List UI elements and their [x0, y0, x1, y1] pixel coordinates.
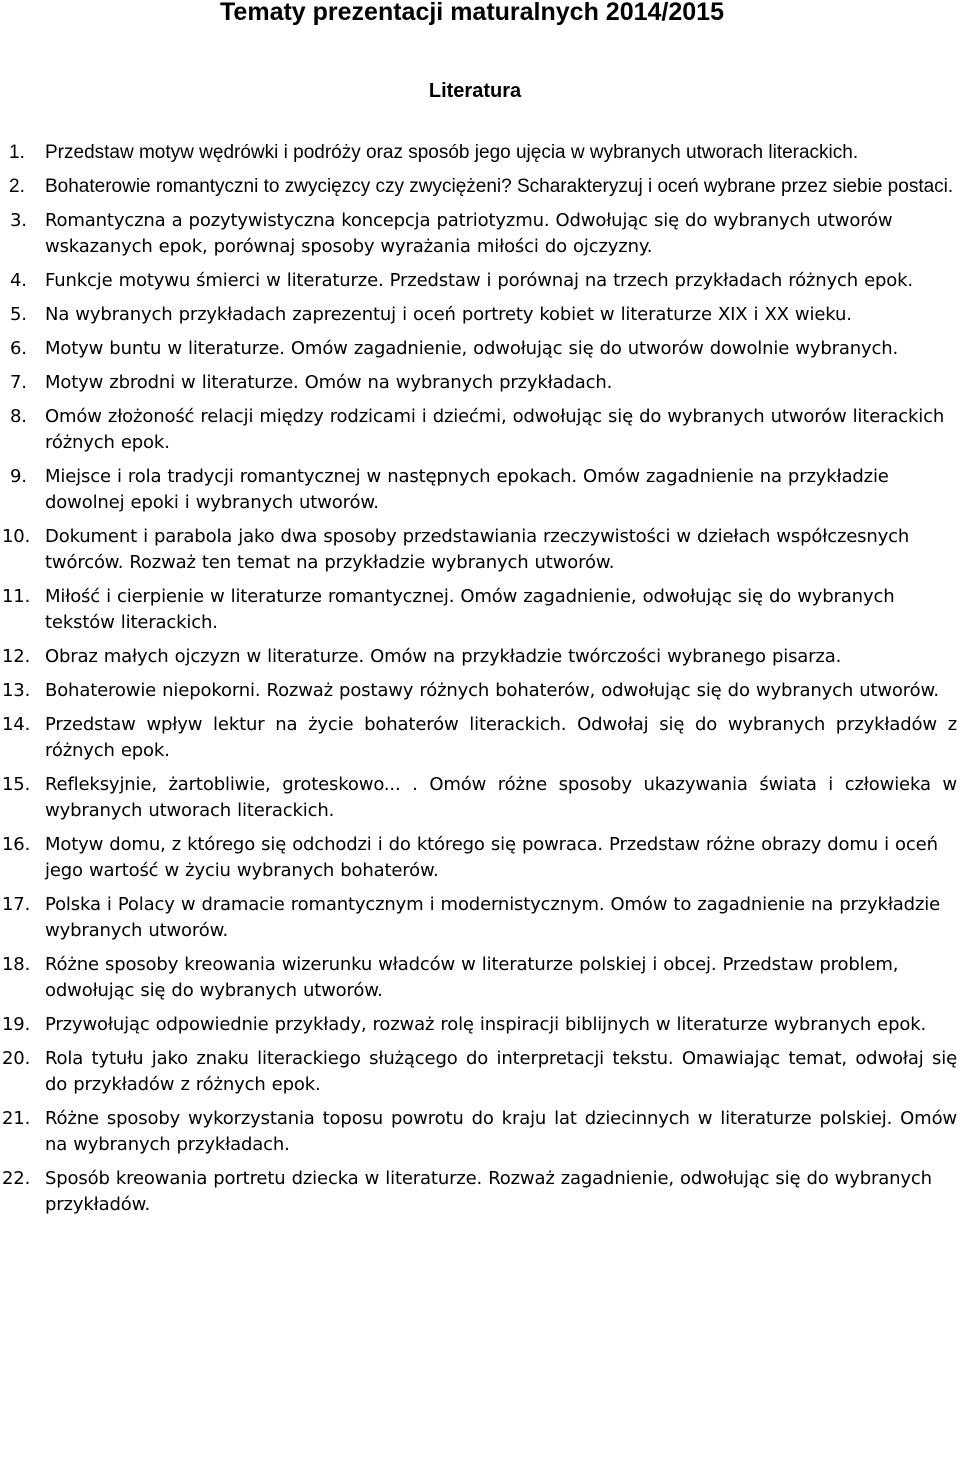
topic-item	[0, 208, 957, 260]
topic-text: Funkcje motywu śmierci w literaturze. Przedstaw i porównaj na trzech przykładach różnych epok.	[45, 270, 913, 291]
topic-item	[0, 892, 957, 944]
topic-text: Sposób kreowania portretu dziecka w literaturze. Rozważ zagadnienie, odwołując się do wybranych przykładów.	[45, 1168, 932, 1215]
topic-list	[0, 140, 960, 1226]
topic-text: Przywołując odpowiednie przykłady, rozważ rolę inspiracji biblijnych w literaturze wybranych epok.	[45, 1014, 927, 1035]
topic-text: Bohaterowie romantyczni to zwycięzcy czy zwyciężeni? Scharakteryzuj i oceń wybrane przez siebie postaci.	[45, 176, 954, 197]
topic-item	[0, 1046, 957, 1098]
topic-item	[0, 174, 957, 200]
topic-text: Omów złożoność relacji między rodzicami i dziećmi, odwołując się do wybranych utworów literackich różnych epok.	[45, 406, 945, 453]
topic-text: Romantyczna a pozytywistyczna koncepcja patriotyzmu. Odwołując się do wybranych utworów wskazanych epok, porównaj sposoby wyrażania miłości do ojczyzny.	[45, 210, 893, 257]
topic-item	[0, 404, 957, 456]
topic-number: 22.	[2, 1168, 31, 1189]
topic-number: 6.	[10, 338, 27, 359]
topic-number: 10.	[2, 526, 31, 547]
document-title: Tematy prezentacji maturalnych 2014/2015	[220, 0, 724, 26]
topic-number: 4.	[10, 270, 27, 291]
topic-number: 3.	[10, 210, 27, 231]
topic-number: 15.	[2, 774, 31, 795]
topic-text: Przedstaw wpływ lektur na życie bohaterów literackich. Odwołaj się do wybranych przykładów z różnych epok.	[45, 714, 957, 761]
topic-number: 5.	[10, 304, 27, 325]
topic-item	[0, 644, 957, 670]
topic-item	[0, 712, 957, 764]
topic-item	[0, 302, 957, 328]
topic-number: 9.	[10, 466, 27, 487]
topic-item	[0, 1106, 957, 1158]
topic-number: 14.	[2, 714, 31, 735]
topic-number: 12.	[2, 646, 31, 667]
topic-number: 18.	[2, 954, 31, 975]
topic-text: Miejsce i rola tradycji romantycznej w następnych epokach. Omów zagadnienie na przykładzie dowolnej epoki i wybranych utworów.	[45, 466, 889, 513]
topic-item	[0, 952, 957, 1004]
topic-number: 17.	[2, 894, 31, 915]
topic-item	[0, 370, 957, 396]
topic-item	[0, 336, 957, 362]
section-heading: Literatura	[428, 80, 522, 102]
topic-item	[0, 464, 957, 516]
topic-item	[0, 772, 957, 824]
topic-item	[0, 524, 957, 576]
topic-text: Bohaterowie niepokorni. Rozważ postawy różnych bohaterów, odwołując się do wybranych utworów.	[45, 680, 940, 701]
topic-item	[0, 1012, 957, 1038]
topic-item	[0, 268, 957, 294]
topic-text: Rola tytułu jako znaku literackiego służącego do interpretacji tekstu. Omawiając temat, odwołaj się do przykładów z różnych epok.	[45, 1048, 957, 1095]
topic-text: Motyw zbrodni w literaturze. Omów na wybranych przykładach.	[45, 372, 613, 393]
topic-text: Na wybranych przykładach zaprezentuj i oceń portrety kobiet w literaturze XIX i XX wieku.	[45, 304, 852, 325]
topic-number: 21.	[2, 1108, 31, 1129]
topic-number: 1.	[9, 142, 25, 163]
topic-number: 8.	[10, 406, 27, 427]
topic-number: 2.	[9, 176, 25, 197]
topic-text: Różne sposoby kreowania wizerunku władców w literaturze polskiej i obcej. Przedstaw problem, odwołując się do wybranych utworów.	[45, 954, 899, 1001]
topic-text: Motyw buntu w literaturze. Omów zagadnienie, odwołując się do utworów dowolnie wybranych.	[45, 338, 899, 359]
topic-item	[0, 678, 957, 704]
topic-number: 11.	[2, 586, 31, 607]
topic-text: Miłość i cierpienie w literaturze romantycznej. Omów zagadnienie, odwołując się do wybranych tekstów literackich.	[45, 586, 895, 633]
topic-text: Refleksyjnie, żartobliwie, groteskowo... . Omów różne sposoby ukazywania świata i człowieka w wybranych utworach literackich.	[45, 774, 957, 821]
topic-text: Różne sposoby wykorzystania toposu powrotu do kraju lat dziecinnych w literaturze polskiej. Omów na wybranych przykładach.	[45, 1108, 957, 1155]
topic-number: 19.	[2, 1014, 31, 1035]
topic-text: Przedstaw motyw wędrówki i podróży oraz sposób jego ujęcia w wybranych utworach literackich.	[45, 142, 859, 163]
topic-number: 16.	[2, 834, 31, 855]
topic-item	[0, 1166, 957, 1218]
topic-number: 13.	[2, 680, 31, 701]
topic-item	[0, 584, 957, 636]
topic-text: Motyw domu, z którego się odchodzi i do którego się powraca. Przedstaw różne obrazy domu i oceń jego wartość w życiu wybranych bohaterów.	[45, 834, 938, 881]
topic-text: Obraz małych ojczyzn w literaturze. Omów na przykładzie twórczości wybranego pisarza.	[45, 646, 842, 667]
topic-text: Dokument i parabola jako dwa sposoby przedstawiania rzeczywistości w dziełach współczesnych twórców. Rozważ ten temat na przykładzie wybranych utworów.	[45, 526, 910, 573]
topic-number: 7.	[10, 372, 27, 393]
topic-item	[0, 832, 957, 884]
topic-item	[0, 140, 957, 166]
topic-number: 20.	[2, 1048, 31, 1069]
topic-text: Polska i Polacy w dramacie romantycznym i modernistycznym. Omów to zagadnienie na przykładzie wybranych utworów.	[45, 894, 941, 941]
